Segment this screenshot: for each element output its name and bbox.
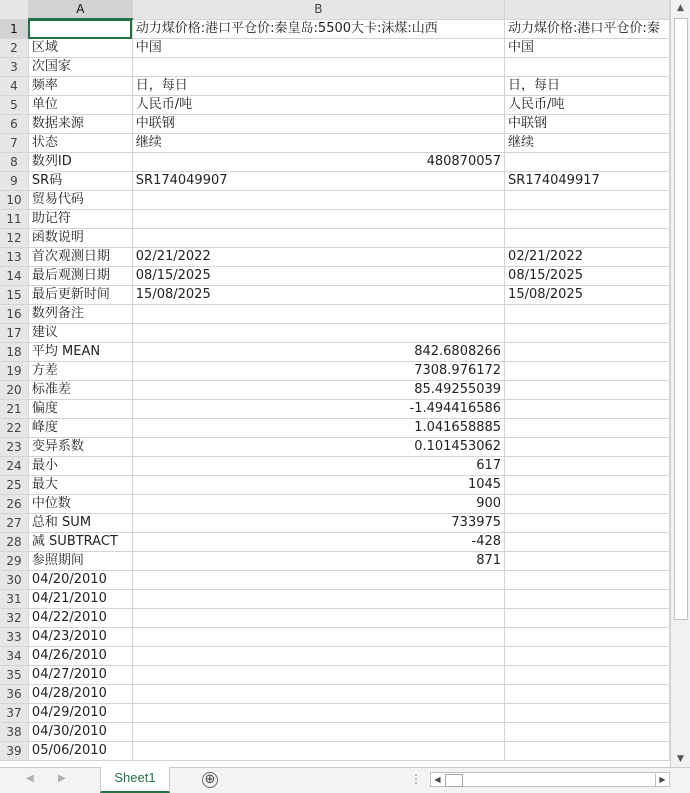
horizontal-scroll-thumb[interactable] [445,774,463,787]
cell-c[interactable] [505,704,670,723]
table-row [0,343,670,362]
table-row [0,39,670,58]
table-row [0,191,670,210]
row-header[interactable]: 13 [0,248,28,267]
cell-b[interactable]: 人民币/吨 [132,96,504,115]
cell-a[interactable]: 中位数 [28,495,132,514]
cell-b[interactable] [132,229,504,248]
table-row [0,210,670,229]
row-header[interactable]: 7 [0,134,28,153]
cell-a[interactable]: 05/06/2010 [28,742,132,761]
cell-b[interactable]: -428 [132,533,504,552]
cell-c[interactable]: 02/21/2022 [505,248,670,267]
row-header[interactable]: 5 [0,96,28,115]
row-header[interactable]: 25 [0,476,28,495]
cell-b[interactable]: 871 [132,552,504,571]
cell-a[interactable]: 状态 [28,134,132,153]
row-header[interactable]: 27 [0,514,28,533]
row-header[interactable]: 9 [0,172,28,191]
cell-c[interactable] [505,647,670,666]
add-sheet-icon[interactable]: ⊕ [202,772,218,788]
table-row [0,248,670,267]
row-header[interactable]: 31 [0,590,28,609]
vertical-scrollbar[interactable] [670,0,690,767]
cell-b[interactable] [132,742,504,761]
cell-a[interactable]: 数据来源 [28,115,132,134]
table-row [0,19,670,39]
row-header[interactable]: 28 [0,533,28,552]
row-header[interactable]: 10 [0,191,28,210]
cell-c[interactable] [505,58,670,77]
cell-a[interactable]: 单位 [28,96,132,115]
cell-b[interactable]: 02/21/2022 [132,248,504,267]
table-row [0,590,670,609]
row-header[interactable]: 24 [0,457,28,476]
table-row [0,495,670,514]
row-header[interactable]: 22 [0,419,28,438]
table-row [0,153,670,172]
cell-a[interactable]: 数列备注 [28,305,132,324]
cell-b[interactable] [132,647,504,666]
cell-a[interactable]: 贸易代码 [28,191,132,210]
scroll-right-icon[interactable]: ▶ [655,773,669,786]
table-row [0,305,670,324]
cell-b[interactable]: 中国 [132,39,504,58]
cell-a[interactable]: 区域 [28,39,132,58]
cell-a[interactable]: 最大 [28,476,132,495]
row-header[interactable]: 39 [0,742,28,761]
row-header[interactable]: 17 [0,324,28,343]
cell-a[interactable] [28,19,132,39]
cell-a[interactable]: 助记符 [28,210,132,229]
cell-c[interactable] [505,305,670,324]
column-header-a[interactable]: A [28,0,132,19]
table-row [0,77,670,96]
more-options-icon[interactable]: ⋮ [410,772,422,786]
sheet-tab-bar [0,767,690,793]
cell-c[interactable]: 中国 [505,39,670,58]
table-row [0,476,670,495]
horizontal-scrollbar[interactable] [430,772,670,787]
cell-a[interactable]: 总和 SUM [28,514,132,533]
cell-c[interactable] [505,590,670,609]
table-row [0,362,670,381]
row-header[interactable]: 8 [0,153,28,172]
row-header[interactable]: 4 [0,77,28,96]
cell-b[interactable] [132,191,504,210]
table-row [0,723,670,742]
cell-b[interactable]: 1045 [132,476,504,495]
cell-c[interactable] [505,552,670,571]
cell-b[interactable]: 0.101453062 [132,438,504,457]
cell-b[interactable]: 继续 [132,134,504,153]
cell-b[interactable]: 1.041658885 [132,419,504,438]
cell-a[interactable]: 04/27/2010 [28,666,132,685]
cell-a[interactable]: 减 SUBTRACT [28,533,132,552]
cell-b[interactable]: 842.6808266 [132,343,504,362]
cell-c[interactable]: 动力煤价格:港口平仓价:秦 [505,19,670,39]
table-row [0,172,670,191]
table-row [0,533,670,552]
cell-a[interactable]: 建议 [28,324,132,343]
table-row [0,571,670,590]
scroll-down-icon[interactable]: ▼ [677,754,684,764]
row-header[interactable]: 36 [0,685,28,704]
cell-c[interactable] [505,229,670,248]
cell-c[interactable] [505,685,670,704]
select-all-corner[interactable] [0,0,28,19]
cell-b[interactable]: 动力煤价格:港口平仓价:秦皇岛:5500大卡:沫煤:山西 [132,19,504,39]
next-sheet-icon[interactable]: ▶ [58,773,66,784]
cell-a[interactable]: 频率 [28,77,132,96]
cell-c[interactable] [505,742,670,761]
cell-b[interactable]: 617 [132,457,504,476]
cell-a[interactable]: 04/29/2010 [28,704,132,723]
row-header[interactable]: 23 [0,438,28,457]
cell-c[interactable]: 继续 [505,134,670,153]
table-row [0,514,670,533]
cell-c[interactable] [505,457,670,476]
row-header[interactable]: 11 [0,210,28,229]
cell-a[interactable]: 参照期间 [28,552,132,571]
table-row [0,324,670,343]
cell-c[interactable] [505,343,670,362]
cell-c[interactable]: 中联钢 [505,115,670,134]
row-header[interactable]: 19 [0,362,28,381]
row-header[interactable]: 29 [0,552,28,571]
cell-c[interactable] [505,723,670,742]
cell-c[interactable] [505,495,670,514]
cell-b[interactable]: 733975 [132,514,504,533]
cell-c[interactable] [505,400,670,419]
cell-b[interactable] [132,685,504,704]
cell-b[interactable] [132,723,504,742]
cell-b[interactable] [132,324,504,343]
row-header[interactable]: 1 [0,19,28,39]
cell-b[interactable] [132,571,504,590]
table-row [0,286,670,305]
cell-c[interactable] [505,153,670,172]
row-header[interactable]: 21 [0,400,28,419]
row-header[interactable]: 2 [0,39,28,58]
cell-c[interactable] [505,533,670,552]
row-header[interactable]: 18 [0,343,28,362]
cell-b[interactable]: SR174049907 [132,172,504,191]
row-header[interactable]: 6 [0,115,28,134]
table-row [0,115,670,134]
row-header[interactable]: 32 [0,609,28,628]
cell-a[interactable]: 首次观测日期 [28,248,132,267]
table-row [0,58,670,77]
cell-a[interactable]: 04/23/2010 [28,628,132,647]
table-row [0,438,670,457]
table-row [0,666,670,685]
row-header[interactable]: 34 [0,647,28,666]
column-header-c[interactable] [505,0,670,19]
table-row [0,229,670,248]
table-row [0,134,670,153]
cell-a[interactable]: 次国家 [28,58,132,77]
row-header[interactable]: 37 [0,704,28,723]
scroll-left-icon[interactable]: ◀ [434,775,441,784]
table-row [0,628,670,647]
cell-c[interactable]: 人民币/吨 [505,96,670,115]
cell-b[interactable]: 日，每日 [132,77,504,96]
row-header[interactable]: 30 [0,571,28,590]
cell-b[interactable] [132,305,504,324]
cell-b[interactable] [132,590,504,609]
cell-c[interactable] [505,381,670,400]
cell-b[interactable] [132,609,504,628]
scroll-up-icon[interactable]: ▲ [677,3,684,13]
table-row [0,685,670,704]
cell-c[interactable] [505,609,670,628]
cell-c[interactable] [505,628,670,647]
cell-b[interactable]: 中联钢 [132,115,504,134]
cell-a[interactable]: 方差 [28,362,132,381]
vertical-scroll-thumb[interactable] [674,18,688,620]
cell-a[interactable]: 04/21/2010 [28,590,132,609]
cell-a[interactable]: 峰度 [28,419,132,438]
table-row [0,419,670,438]
cell-a[interactable]: 04/22/2010 [28,609,132,628]
row-header[interactable]: 12 [0,229,28,248]
cell-a[interactable]: 变异系数 [28,438,132,457]
cell-a[interactable]: 标准差 [28,381,132,400]
row-header[interactable]: 35 [0,666,28,685]
table-row [0,400,670,419]
cell-a[interactable]: 04/28/2010 [28,685,132,704]
row-header[interactable]: 26 [0,495,28,514]
table-row [0,647,670,666]
cell-c[interactable]: SR174049917 [505,172,670,191]
cell-b[interactable]: 08/15/2025 [132,267,504,286]
cell-c[interactable]: 08/15/2025 [505,267,670,286]
table-row [0,96,670,115]
row-header[interactable]: 3 [0,58,28,77]
row-header[interactable]: 16 [0,305,28,324]
cell-b[interactable] [132,666,504,685]
table-row [0,552,670,571]
cell-b[interactable]: 85.49255039 [132,381,504,400]
cell-c[interactable] [505,419,670,438]
cell-b[interactable] [132,704,504,723]
cell-a[interactable]: 最后观测日期 [28,267,132,286]
cell-a[interactable]: 偏度 [28,400,132,419]
cell-c[interactable] [505,210,670,229]
table-row [0,267,670,286]
cell-a[interactable]: 函数说明 [28,229,132,248]
cell-a[interactable]: 04/30/2010 [28,723,132,742]
row-header[interactable]: 14 [0,267,28,286]
cell-b[interactable]: 15/08/2025 [132,286,504,305]
cell-c[interactable] [505,191,670,210]
row-header[interactable]: 38 [0,723,28,742]
column-header-row [0,0,670,19]
cell-c[interactable]: 日，每日 [505,77,670,96]
cell-b[interactable] [132,58,504,77]
sheet-tab-sheet1[interactable]: Sheet1 [100,767,170,793]
cell-c[interactable] [505,476,670,495]
cell-c[interactable] [505,324,670,343]
cell-a[interactable]: 数列ID [28,153,132,172]
cell-b[interactable]: 480870057 [132,153,504,172]
prev-sheet-icon[interactable]: ◀ [26,773,34,784]
cell-b[interactable]: 7308.976172 [132,362,504,381]
table-row [0,457,670,476]
row-header[interactable]: 15 [0,286,28,305]
cell-b[interactable] [132,628,504,647]
table-row [0,742,670,761]
cell-c[interactable] [505,438,670,457]
row-header[interactable]: 33 [0,628,28,647]
cell-b[interactable]: -1.494416586 [132,400,504,419]
cell-c[interactable] [505,362,670,381]
cell-c[interactable] [505,514,670,533]
cell-a[interactable]: 最后更新时间 [28,286,132,305]
cell-c[interactable] [505,666,670,685]
cell-c[interactable]: 15/08/2025 [505,286,670,305]
cell-a[interactable]: 最小 [28,457,132,476]
cell-a[interactable]: SR码 [28,172,132,191]
row-header[interactable]: 20 [0,381,28,400]
table-row [0,609,670,628]
table-row [0,704,670,723]
cell-a[interactable]: 平均 MEAN [28,343,132,362]
cell-a[interactable]: 04/26/2010 [28,647,132,666]
cell-b[interactable] [132,210,504,229]
cell-a[interactable]: 04/20/2010 [28,571,132,590]
cell-b[interactable]: 900 [132,495,504,514]
column-header-b[interactable]: B [132,0,504,19]
table-row [0,381,670,400]
cell-c[interactable] [505,571,670,590]
